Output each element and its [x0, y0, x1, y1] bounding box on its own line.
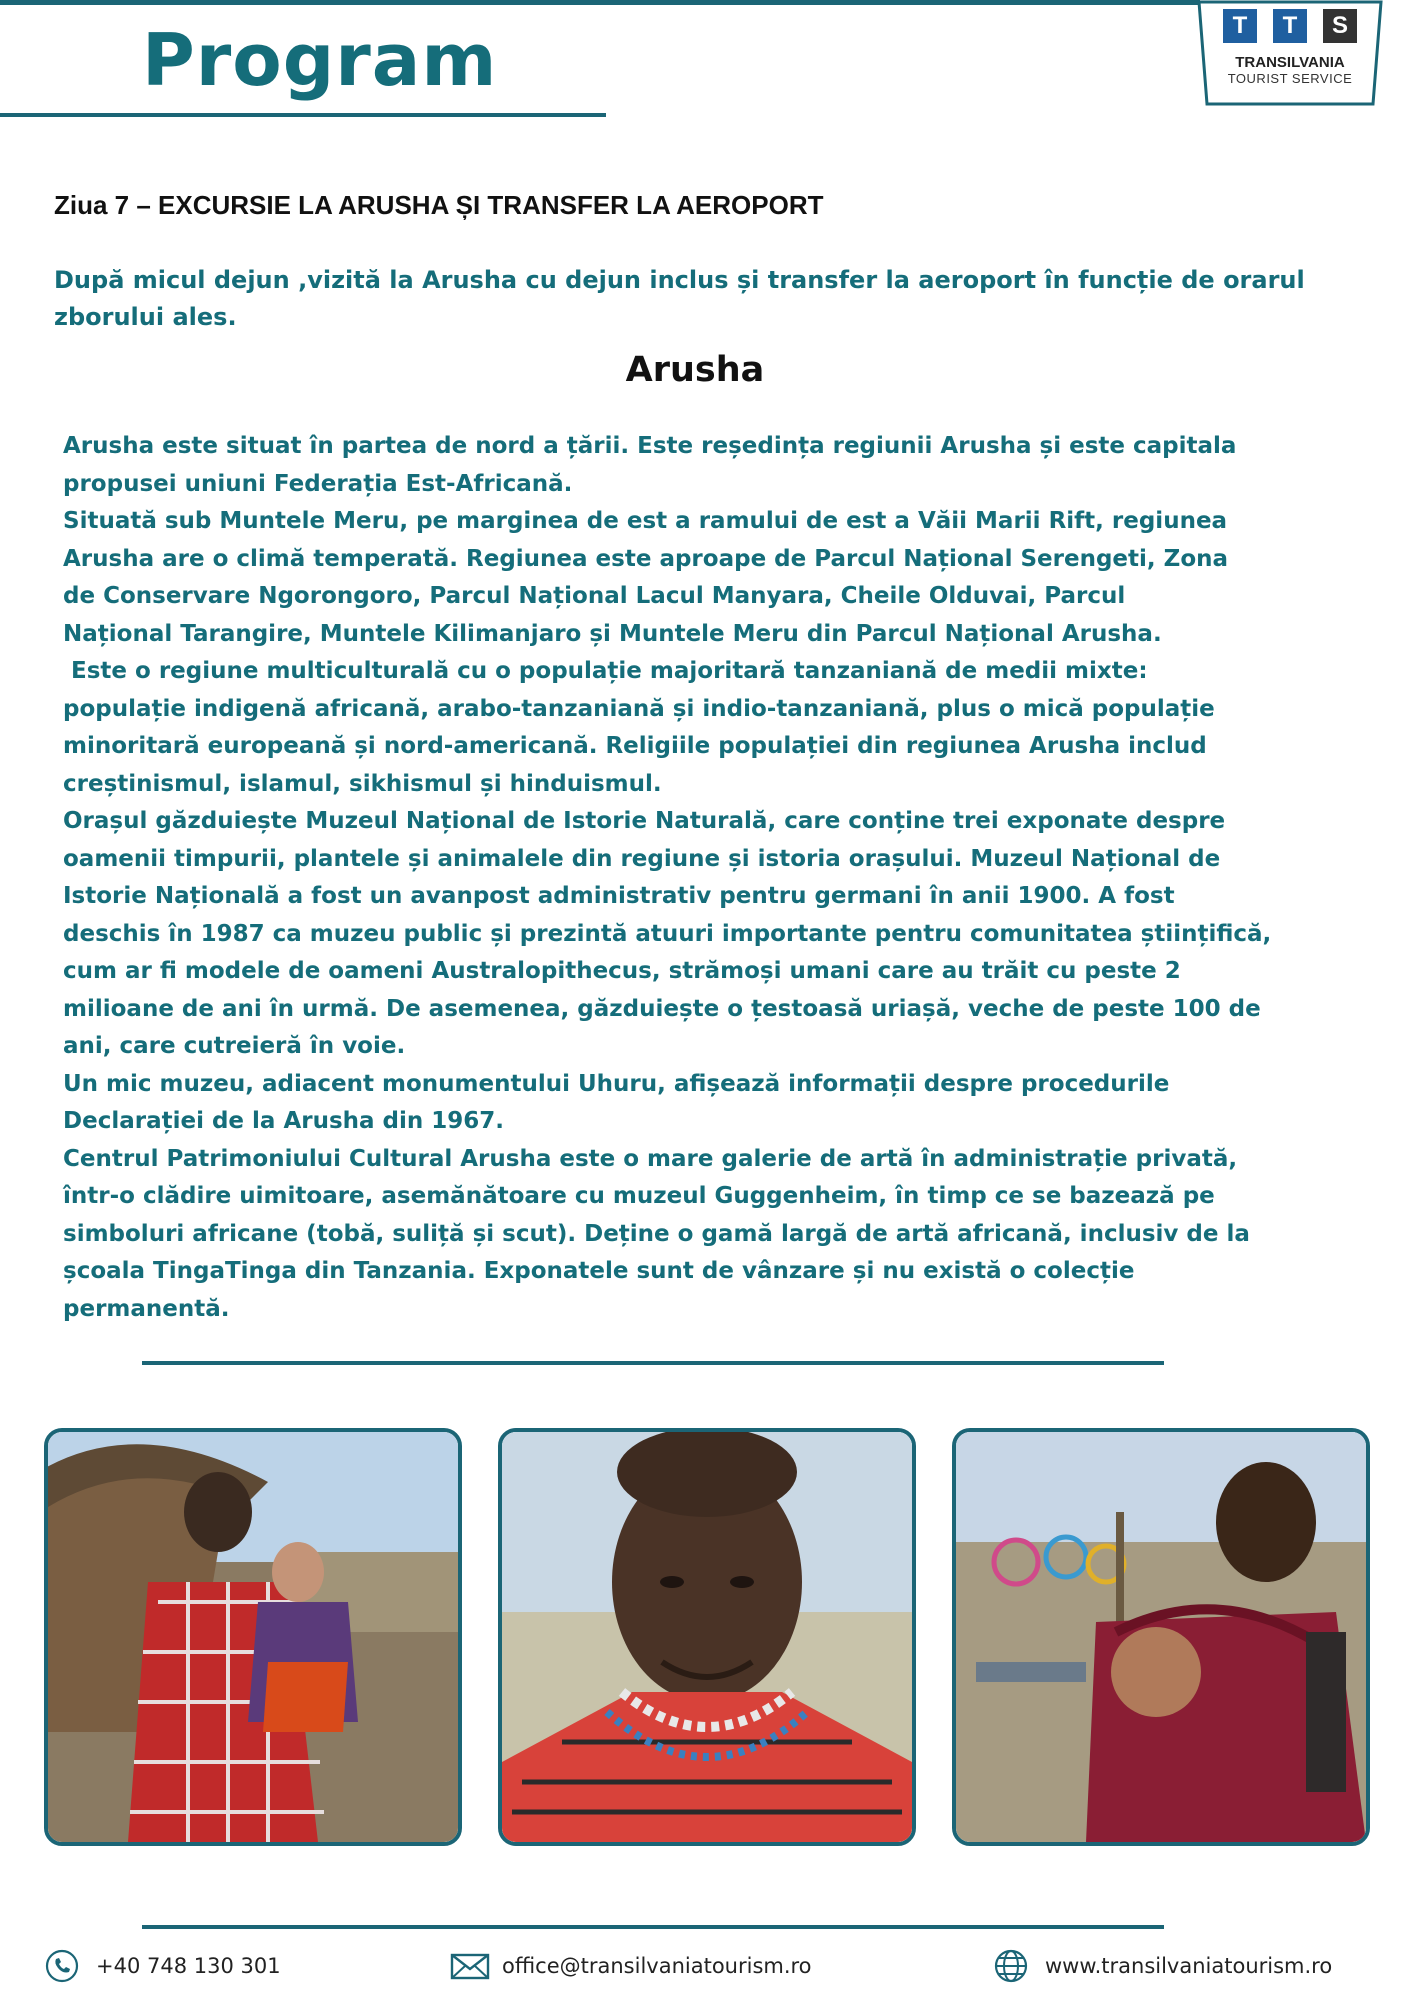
body-line: Orașul găzduiește Muzeul Național de Istorie Naturală, care conține trei exponate despre	[63, 808, 1226, 834]
body-line: Este o regiune multiculturală cu o populație majoritară tanzaniană de medii mixte:	[63, 658, 1148, 684]
section-divider	[142, 1361, 1164, 1365]
body-line: Istorie Națională a fost un avanpost administrativ pentru germani în anii 1900. A fost	[63, 883, 1175, 909]
body-line: creștinismul, islamul, sikhismul și hinduismul.	[63, 770, 662, 797]
body-line: permanentă.	[63, 1295, 230, 1322]
footer-divider	[142, 1925, 1164, 1929]
day-heading: Ziua 7 – EXCURSIE LA ARUSHA ȘI TRANSFER LA AEROPORT	[54, 190, 824, 220]
body-line: populație indigenă africană, arabo-tanzaniană și indio-tanzaniană, plus o mică populație	[63, 695, 1215, 722]
body-line: Arusha are o climă temperată. Regiunea este aproape de Parcul Național Serengeti, Zona	[63, 545, 1229, 572]
title-underline	[0, 113, 606, 117]
logo-letter-s: S	[1323, 9, 1357, 43]
body-line: cum ar fi modele de oameni Australopithecus, strămoși umani care au trăit cu peste 2	[63, 958, 1181, 984]
top-rule	[0, 0, 1200, 5]
body-line: Național Tarangire, Muntele Kilimanjaro și Muntele Meru din Parcul Național Arusha.	[63, 620, 1162, 647]
section-title: Arusha	[625, 350, 765, 390]
footer-phone[interactable]	[44, 1948, 281, 1984]
body-line: școala TingaTinga din Tanzania. Exponatele sunt de vânzare și nu există o colecție	[63, 1258, 1135, 1284]
body-line: simboluri africane (tobă, suliță și scut). Deține o gamă largă de artă africană, inclusiv de la	[63, 1220, 1250, 1247]
logo-letter-t1: T	[1223, 9, 1257, 43]
body-line: de Conservare Ngorongoro, Parcul Național Lacul Manyara, Cheile Olduvai, Parcul	[63, 583, 1126, 609]
body-line: minoritară europeană și nord-americană. Religiile populației din regiunea Arusha includ	[63, 733, 1207, 759]
envelope-icon	[450, 1948, 486, 1984]
photo-elder-woman-portrait	[498, 1428, 916, 1846]
website-url: www.transilvaniatourism.ro	[1045, 1954, 1333, 1978]
globe-icon	[993, 1948, 1029, 1984]
logo-letter-t2: T	[1273, 9, 1307, 43]
photo-woman-with-baby	[44, 1428, 462, 1846]
body-line: propusei uniuni Federația Est-Africană.	[63, 470, 573, 497]
body-line: deschis în 1987 ca muzeu public și prezintă atuuri importante pentru comunitatea științifică,	[63, 920, 1272, 947]
footer-email[interactable]	[450, 1948, 812, 1984]
phone-number: +40 748 130 301	[96, 1954, 281, 1978]
page-title: Program	[142, 18, 498, 102]
body-line: Situată sub Muntele Meru, pe marginea de est a ramului de est a Văii Marii Rift, regiunea	[63, 508, 1228, 534]
body-line: oamenii timpurii, plantele și animalele din regiune și istoria orașului. Muzeul Național de	[63, 845, 1221, 872]
body-line: într-o clădire uimitoare, asemănătoare cu muzeul Guggenheim, în timp ce se bazează pe	[63, 1183, 1215, 1209]
company-logo	[1195, 0, 1385, 108]
section-body	[63, 428, 1383, 1328]
body-line: ani, care cutreieră în voie.	[63, 1033, 406, 1059]
day-intro: După micul dejun ,vizită la Arusha cu dejun inclus și transfer la aeroport în funcție de orarul zborului ales.	[54, 266, 1305, 331]
body-line: Un mic muzeu, adiacent monumentului Uhuru, afișează informații despre procedurile	[63, 1070, 1170, 1097]
logo-subtitle: TOURIST SERVICE	[1227, 71, 1353, 86]
phone-icon	[44, 1948, 80, 1984]
body-line: milioane de ani în urmă. De asemenea, găzduiește o țestoasă uriașă, veche de peste 100 de	[63, 995, 1261, 1022]
logo-name: TRANSILVANIA	[1235, 54, 1345, 71]
photo-woman-carrying-child	[952, 1428, 1370, 1846]
body-line: Declarației de la Arusha din 1967.	[63, 1108, 505, 1134]
body-line: Centrul Patrimoniului Cultural Arusha este o mare galerie de artă în administrație privată,	[63, 1145, 1238, 1172]
body-line: Arusha este situat în partea de nord a țării. Este reședința regiunii Arusha și este capitala	[63, 433, 1237, 459]
footer-website[interactable]	[993, 1948, 1332, 1984]
email-address: office@transilvaniatourism.ro	[502, 1954, 812, 1978]
